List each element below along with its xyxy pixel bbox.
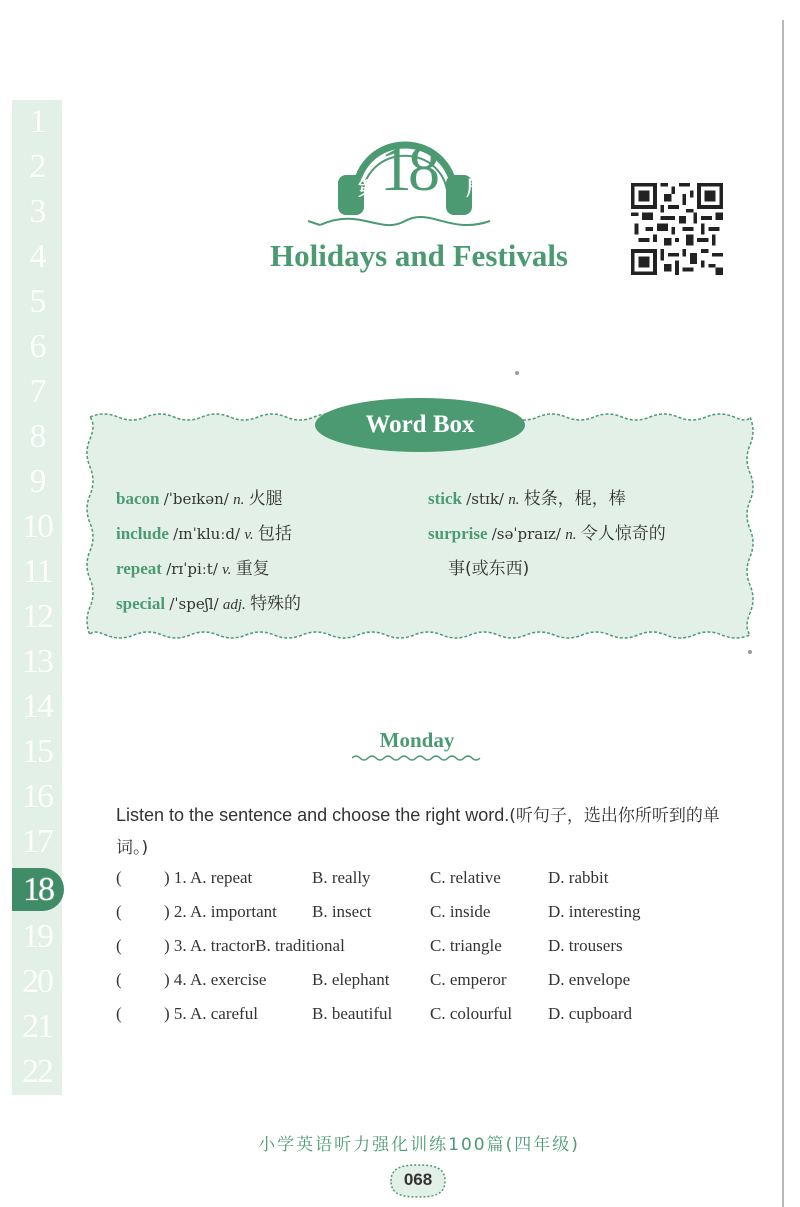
option-d: D. trousers xyxy=(548,936,623,955)
word-entry-bacon xyxy=(116,484,283,509)
tab-week-21[interactable]: 21 xyxy=(22,1007,52,1045)
week-suffix: 周 xyxy=(466,176,486,200)
speck xyxy=(515,371,519,375)
answer-paren[interactable]: ( xyxy=(116,868,122,887)
word-entry-surprise xyxy=(428,519,666,544)
word-entry-repeat xyxy=(116,554,270,579)
word-term: include xyxy=(116,524,169,543)
page-edge-line xyxy=(782,20,784,1207)
option-b: B. beautiful xyxy=(312,1004,393,1023)
word-term: special xyxy=(116,594,166,613)
word-entry-special xyxy=(116,589,301,614)
question-number-option-a-b: ) 3. A. tractorB. traditional xyxy=(164,936,345,955)
word-pos: v. xyxy=(244,527,254,543)
tab-week-5[interactable]: 5 xyxy=(29,282,45,320)
option-c: C. colourful xyxy=(430,1004,513,1023)
word-pos: n. xyxy=(565,527,577,543)
option-d: D. envelope xyxy=(548,970,631,989)
tab-week-2[interactable]: 2 xyxy=(29,147,45,185)
tab-week-15[interactable]: 15 xyxy=(22,732,52,770)
question-number-option-a: ) 1. A. repeat xyxy=(164,868,253,887)
tab-week-8[interactable]: 8 xyxy=(29,417,45,455)
qr-code-icon[interactable] xyxy=(630,183,724,275)
instruction-zh: (听句子，选出你所听到的单词。) xyxy=(116,806,720,858)
tab-week-18-active[interactable]: 18 xyxy=(12,868,64,911)
question-number-option-a: ) 5. A. careful xyxy=(164,1004,258,1023)
option-d: D. rabbit xyxy=(548,868,609,887)
tab-week-17[interactable]: 17 xyxy=(22,822,52,860)
word-entry-include xyxy=(116,519,292,544)
week-prefix: 第 xyxy=(358,176,378,200)
question-row-1 xyxy=(116,868,756,896)
option-d: D. interesting xyxy=(548,902,641,921)
word-meaning: 枝条，棍，棒 xyxy=(523,489,626,509)
word-term: repeat xyxy=(116,559,162,578)
tab-week-1[interactable]: 1 xyxy=(29,102,45,140)
tab-week-12[interactable]: 12 xyxy=(22,597,52,635)
question-row-4 xyxy=(116,970,756,998)
word-meaning: 令人惊奇的 xyxy=(580,524,666,544)
wavy-underline xyxy=(352,754,482,762)
word-pos: v. xyxy=(222,562,232,578)
instruction-en: Listen to the sentence and choose the right word. xyxy=(116,805,510,825)
tab-week-6[interactable]: 6 xyxy=(29,327,45,365)
word-meaning-continued: 事(或东西) xyxy=(448,559,530,579)
option-c: C. emperor xyxy=(430,970,507,989)
week-number: 18 xyxy=(380,133,436,204)
word-phonetic: /səˈpraɪz/ xyxy=(491,525,561,543)
tab-week-10[interactable]: 10 xyxy=(22,507,52,545)
question-number-option-a: ) 4. A. exercise xyxy=(164,970,267,989)
tab-week-11[interactable]: 11 xyxy=(22,552,52,590)
word-entry-stick xyxy=(428,484,626,509)
option-c: C. inside xyxy=(430,902,491,921)
tab-week-16[interactable]: 16 xyxy=(22,777,52,815)
word-phonetic: /ˈbeɪkən/ xyxy=(163,490,229,508)
option-c: C. relative xyxy=(430,868,501,887)
tab-week-7[interactable]: 7 xyxy=(29,372,45,410)
answer-paren[interactable]: ( xyxy=(116,936,122,955)
word-phonetic: /ˈspeʃl/ xyxy=(169,595,219,613)
word-term: surprise xyxy=(428,524,488,543)
word-meaning: 重复 xyxy=(235,559,270,579)
answer-paren[interactable]: ( xyxy=(116,902,122,921)
option-b: B. really xyxy=(312,868,371,887)
answer-paren[interactable]: ( xyxy=(116,970,122,989)
tab-week-20[interactable]: 20 xyxy=(22,962,52,1000)
option-b: B. insect xyxy=(312,902,372,921)
word-meaning: 包括 xyxy=(257,524,292,544)
section-day-heading: Monday xyxy=(379,728,455,752)
option-d: D. cupboard xyxy=(548,1004,633,1023)
word-phonetic: /ɪnˈkluːd/ xyxy=(173,525,241,543)
answer-paren[interactable]: ( xyxy=(116,1004,122,1023)
word-pos: n. xyxy=(233,492,245,508)
tab-week-9[interactable]: 9 xyxy=(29,462,45,500)
option-c: C. triangle xyxy=(430,936,502,955)
question-row-2 xyxy=(116,902,756,930)
tab-week-19[interactable]: 19 xyxy=(22,917,52,955)
word-meaning: 特殊的 xyxy=(250,594,302,614)
tab-week-22[interactable]: 22 xyxy=(22,1052,52,1090)
tab-week-14[interactable]: 14 xyxy=(22,687,52,725)
page-number: 068 xyxy=(403,1170,433,1189)
word-phonetic: /rɪˈpiːt/ xyxy=(166,560,218,578)
page-title: Holidays and Festivals xyxy=(270,238,568,273)
word-phonetic: /stɪk/ xyxy=(466,490,504,508)
book-title-footer: 小学英语听力强化训练100篇(四年级) xyxy=(258,1135,580,1155)
instruction-text xyxy=(116,800,736,864)
word-pos: n. xyxy=(508,492,520,508)
word-meaning: 火腿 xyxy=(248,489,283,509)
tab-week-4[interactable]: 4 xyxy=(29,237,45,275)
tab-week-13[interactable]: 13 xyxy=(22,642,52,680)
word-entry-surprise-line2 xyxy=(448,554,529,579)
tab-week-3[interactable]: 3 xyxy=(29,192,45,230)
question-row-5 xyxy=(116,1004,756,1032)
question-row-3 xyxy=(116,936,756,964)
option-b: B. elephant xyxy=(312,970,390,989)
word-term: bacon xyxy=(116,489,160,508)
speck xyxy=(748,650,752,654)
word-box-title: Word Box xyxy=(315,398,525,452)
word-pos: adj. xyxy=(222,597,246,613)
question-number-option-a: ) 2. A. important xyxy=(164,902,277,921)
word-term: stick xyxy=(428,489,462,508)
